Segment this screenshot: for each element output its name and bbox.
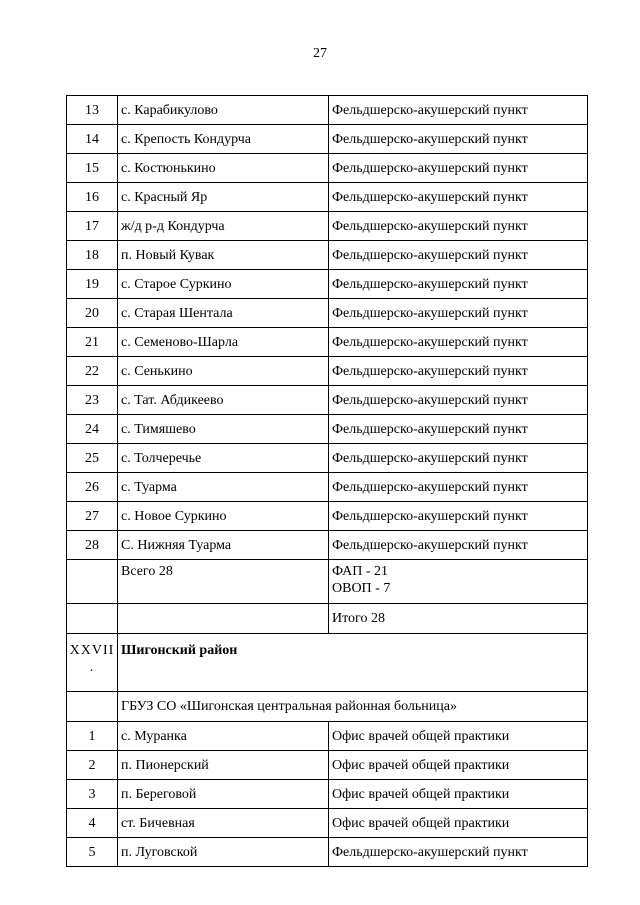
row-locality: п. Береговой <box>118 780 329 809</box>
table-row <box>67 502 588 531</box>
row-facility-type: Фельдшерско-акушерский пункт <box>329 415 588 444</box>
row-locality: с. Толчеречье <box>118 444 329 473</box>
row-locality: п. Пионерский <box>118 751 329 780</box>
total-num-cell <box>67 560 118 604</box>
row-facility-type: Фельдшерско-акушерский пункт <box>329 386 588 415</box>
row-facility-type: Фельдшерско-акушерский пункт <box>329 154 588 183</box>
row-locality: с. Новое Суркино <box>118 502 329 531</box>
row-locality: с. Тат. Абдикеево <box>118 386 329 415</box>
row-number: 14 <box>67 125 118 154</box>
row-number: 2 <box>67 751 118 780</box>
row-number: 24 <box>67 415 118 444</box>
row-number: 13 <box>67 96 118 125</box>
row-number: 26 <box>67 473 118 502</box>
row-facility-type: Фельдшерско-акушерский пункт <box>329 473 588 502</box>
row-facility-type: Фельдшерско-акушерский пункт <box>329 183 588 212</box>
section-number-line2: . <box>89 660 95 675</box>
table-row <box>67 386 588 415</box>
total-row <box>67 560 588 604</box>
table-row <box>67 183 588 212</box>
grand-total-num-cell <box>67 604 118 634</box>
row-facility-type: Фельдшерско-акушерский пункт <box>329 531 588 560</box>
row-number: 16 <box>67 183 118 212</box>
grand-total-label: Итого 28 <box>329 604 588 634</box>
table-row <box>67 299 588 328</box>
row-facility-type: Фельдшерско-акушерский пункт <box>329 838 588 867</box>
table-part1 <box>67 96 588 560</box>
row-number: 15 <box>67 154 118 183</box>
row-locality: С. Нижняя Туарма <box>118 531 329 560</box>
section-header-row <box>67 634 588 692</box>
row-locality: с. Туарма <box>118 473 329 502</box>
row-number: 25 <box>67 444 118 473</box>
row-facility-type: Фельдшерско-акушерский пункт <box>329 328 588 357</box>
row-locality: с. Красный Яр <box>118 183 329 212</box>
table-row <box>67 270 588 299</box>
table-row <box>67 751 588 780</box>
organization-row <box>67 692 588 722</box>
row-facility-type: Офис врачей общей практики <box>329 751 588 780</box>
table-row <box>67 125 588 154</box>
table-row <box>67 212 588 241</box>
row-number: 1 <box>67 722 118 751</box>
row-locality: с. Муранка <box>118 722 329 751</box>
section-number <box>67 634 118 692</box>
section-title: Шигонский район <box>118 634 588 692</box>
row-number: 3 <box>67 780 118 809</box>
row-locality: с. Сенькино <box>118 357 329 386</box>
row-number: 20 <box>67 299 118 328</box>
table-part2 <box>67 722 588 867</box>
table-totals <box>67 560 588 722</box>
row-number: 28 <box>67 531 118 560</box>
organization-num-cell <box>67 692 118 722</box>
row-locality: с. Тимяшево <box>118 415 329 444</box>
row-locality: с. Крепость Кондурча <box>118 125 329 154</box>
row-facility-type: Фельдшерско-акушерский пункт <box>329 299 588 328</box>
organization-name: ГБУЗ СО «Шигонская центральная районная больница» <box>118 692 588 722</box>
table-row <box>67 96 588 125</box>
row-facility-type: Фельдшерско-акушерский пункт <box>329 502 588 531</box>
table-row <box>67 415 588 444</box>
table-row <box>67 241 588 270</box>
row-facility-type: Фельдшерско-акушерский пункт <box>329 212 588 241</box>
total-label: Всего 28 <box>118 560 329 604</box>
table-row <box>67 154 588 183</box>
row-number: 17 <box>67 212 118 241</box>
total-breakdown <box>329 560 588 604</box>
table-row <box>67 780 588 809</box>
table-row <box>67 838 588 867</box>
row-locality: п. Новый Кувак <box>118 241 329 270</box>
table-row <box>67 328 588 357</box>
table-row <box>67 473 588 502</box>
table-row <box>67 531 588 560</box>
total-ovop: ОВОП - 7 <box>332 581 391 596</box>
row-number: 21 <box>67 328 118 357</box>
row-locality: ст. Бичевная <box>118 809 329 838</box>
row-locality: с. Карабикулово <box>118 96 329 125</box>
row-number: 18 <box>67 241 118 270</box>
row-facility-type: Офис врачей общей практики <box>329 722 588 751</box>
row-facility-type: Фельдшерско-акушерский пункт <box>329 357 588 386</box>
row-facility-type: Фельдшерско-акушерский пункт <box>329 444 588 473</box>
page-number: 27 <box>313 46 327 61</box>
row-locality: с. Старое Суркино <box>118 270 329 299</box>
row-number: 23 <box>67 386 118 415</box>
facilities-table <box>66 95 588 867</box>
table-row <box>67 357 588 386</box>
row-locality: ж/д р-д Кондурча <box>118 212 329 241</box>
table-row <box>67 809 588 838</box>
total-fap: ФАП - 21 <box>332 564 389 579</box>
table-row <box>67 444 588 473</box>
row-number: 22 <box>67 357 118 386</box>
row-locality: п. Луговской <box>118 838 329 867</box>
grand-total-empty-cell <box>118 604 329 634</box>
row-number: 5 <box>67 838 118 867</box>
row-number: 4 <box>67 809 118 838</box>
row-facility-type: Офис врачей общей практики <box>329 809 588 838</box>
grand-total-row <box>67 604 588 634</box>
row-facility-type: Фельдшерско-акушерский пункт <box>329 125 588 154</box>
row-facility-type: Фельдшерско-акушерский пункт <box>329 96 588 125</box>
row-number: 27 <box>67 502 118 531</box>
row-facility-type: Фельдшерско-акушерский пункт <box>329 241 588 270</box>
row-facility-type: Фельдшерско-акушерский пункт <box>329 270 588 299</box>
section-number-line1: XXVII <box>69 643 115 658</box>
row-locality: с. Костюнькино <box>118 154 329 183</box>
row-facility-type: Офис врачей общей практики <box>329 780 588 809</box>
row-locality: с. Семеново-Шарла <box>118 328 329 357</box>
row-number: 19 <box>67 270 118 299</box>
row-locality: с. Старая Шентала <box>118 299 329 328</box>
table-row <box>67 722 588 751</box>
